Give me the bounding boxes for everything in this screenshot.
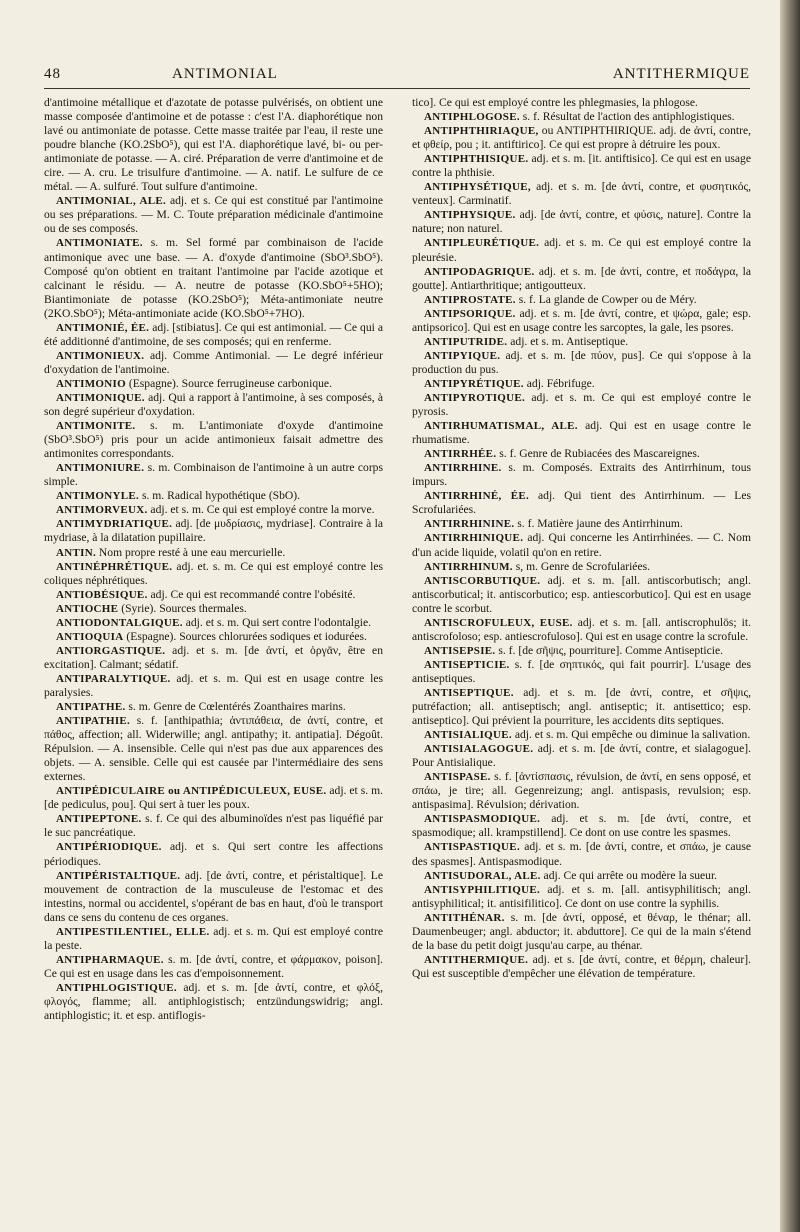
entry-headword: ANTISEPTICIE. [424,658,510,671]
entry-definition: adj. Ce qui arrête ou modère la sueur. [540,868,718,882]
dictionary-entry [44,630,383,644]
entry-headword: ANTIPHLOGISTIQUE. [56,981,177,994]
entry-definition: adj. Fébrifuge. [523,376,595,390]
dictionary-entry [44,616,383,630]
entry-definition: s. m. L'antimoniate d'oxyde d'antimoine (SbO³.SbO⁵) pris pour un acide antimonieux faisait admettre des antimonites correspondants. [44,419,383,461]
entry-definition: adj. et s. m. [all. antiscorbutisch; angl. antiscorbutical; it. antiscorbutico; esp. antiescorbutico]. Qui est en usage contre le scorbut. [412,573,751,615]
dictionary-entry [412,686,751,728]
entry-definition: adj. [stibiatus]. Ce qui est antimonial. — Ce qui a été additionné d'antimoine, de ses composés; qui en renferme. [44,320,383,348]
dictionary-entry [412,377,751,391]
entry-definition: adj. et s. m. [de ἀντί, contre, et ψώρα, gale; esp. antipsorico]. Qui est en usage contre les sarcoptes, la gale, les psores. [412,306,751,334]
entry-headword: ANTISCORBUTIQUE. [424,574,541,587]
entry-headword: ANTIOQUIA [56,630,124,643]
entry-headword: ANTIMYDRIATIQUE. [56,518,173,531]
dictionary-entry [412,307,751,335]
entry-definition: adj. et s. Qui sert contre les affections périodiques. [44,840,383,868]
left-column [44,96,383,1023]
entry-headword: ANTIPÉRIODIQUE. [56,841,162,854]
entry-definition: adj. et s. m. Ce qui est employé contre la pleurésie. [412,236,751,264]
entry-definition: adj. et s. m. Qui est en usage contre les paralysies. [44,671,383,699]
dictionary-entry [412,96,751,110]
dictionary-entry [44,714,383,784]
entry-definition: adj. et s. m. [de ἀντί, et ὀργᾶν, être en excitation]. Calmant; sédatif. [44,643,383,671]
dictionary-entry [412,293,751,307]
dictionary-entry [412,208,751,236]
dictionary-entry [44,700,383,714]
entry-definition: adj. et s. m. [de ἀντί, contre, et sialagogue]. Pour Antisialique. [412,742,751,770]
entry-definition: ou ANTIPHTHIRIQUE. adj. de ἀντί, contre, et φθείρ, pou ; it. antiftirico]. Ce qui est propre à détruire les poux. [412,124,751,152]
dictionary-entry [412,574,751,616]
dictionary-entry [412,517,751,531]
entry-definition: s. m. Genre de Cœlentérés Zoanthaires marins. [125,700,346,714]
entry-definition: s, m. Genre de Scrofulariées. [512,559,651,573]
dictionary-entry [412,236,751,264]
dictionary-entry [412,911,751,953]
dictionary-entry [412,461,751,489]
entry-definition: s. f. [anthipathia; ἀντιπάθεια, de ἀντί, contre, et πάθος, affection; all. Widerwille; angl. antipathy; it. antipatia]. Dégoût. Répulsion. — A. insensible. Celle qui n'est pas due aux apparences des objets. — A. sensible. Celle qui est causée par l'intermédiaire des sens externes. [44,714,383,784]
entry-headword: ANTIPYROTIQUE. [424,391,526,404]
dictionary-entry [44,869,383,925]
page-edge-shadow [780,0,800,1232]
entry-headword: ANTIRHUMATISMAL, ALE. [424,420,578,433]
entry-definition: adj. et s. m. [it. antiftisico]. Ce qui est en usage contre la phthisie. [412,152,751,180]
entry-definition: s. f. La glande de Cowper ou de Méry. [515,292,697,306]
dictionary-entry [412,770,751,812]
entry-headword: ANTISPASE. [424,771,491,784]
entry-headword: ANTIN. [56,546,96,559]
entry-definition: s. m. [de ἀντί, opposé, et θέναρ, le thénar; all. Daumenbeuger; angl. abductor; it. abduttore]. Ce qui de la main s'étend de la base du petit doigt jusqu'au carpe, au thénar. [412,910,751,952]
dictionary-entry [412,812,751,840]
dictionary-entry [44,602,383,616]
dictionary-entry [412,644,751,658]
entry-definition: s. m. [de ἀντί, contre, et φάρμακον, poison]. Ce qui est en usage dans les cas d'empoisonnement. [44,952,383,980]
dictionary-entry [412,869,751,883]
dictionary-entry [44,672,383,700]
entry-definition: adj. Qui a rapport à l'antimoine, à ses composés, à son degré supérieur d'oxydation. [44,390,383,419]
entry-headword: ANTISPASTIQUE. [424,841,520,854]
entry-headword: ANTISIALIQUE. [424,729,512,742]
dictionary-entry [44,517,383,545]
dictionary-entry [44,96,383,194]
dictionary-entry [44,489,383,503]
entry-definition: adj. [de μυδρίασις, mydriase]. Contraire à la mydriase, à la dilatation pupillaire. [44,517,383,545]
entry-definition: adj. et s. m. [all. antisyphilitisch; angl. antisyphilitical; it. antisifilitico]. Ce dont on use contre la syphilis. [412,882,751,910]
entry-headword: ANTIPSORIQUE. [424,307,516,320]
entry-headword: ANTIPHLOGOSE. [424,111,520,124]
dictionary-entry [412,728,751,742]
entry-definition: s. m. Sel formé par combinaison de l'acide antimonique avec une base. — A. d'oxyde d'antimoine (SbO³.SbO⁵). Composé qu'on obtient en traitant l'antimoine par l'acide azotique et calcinant le résidu. — A. neutre de potasse (KO.SbO⁵+5HO); Biantimoniate de potasse (KO.2SbO⁵); Méta-antimoniate neutre (2KO.SbO⁵); Méta-antimoniate acide (KO.SbO⁵+7HO). [44,236,383,320]
entry-definition: s. m. Combinaison de l'antimoine à un autre corps simple. [44,461,383,489]
entry-definition: s. f. Résultat de l'action des antiphlogistiques. [519,110,735,124]
entry-headword: ANTIPHYSIQUE. [424,209,516,222]
dictionary-entry [412,152,751,180]
entry-definition: adj. et s. m. Ce qui est employé contre la morve. [147,503,375,517]
entry-headword: ANTIPLEURÉTIQUE. [424,237,540,250]
entry-definition: adj. et s. m. [de ἀντί, contre, et σῆψις, putréfaction; all. antiseptisch; angl. antiseptic; it. antisettico; esp. antiseptico]. Qui prévient la pourriture, les accidents dits septiques. [412,685,751,728]
entry-definition: adj. et s. m. [de ἀντί, contre, et ποδάγρα, la goutte]. Antiarthritique; antigoutteux. [412,264,751,292]
entry-headword: ANTIRRHININE. [424,518,515,531]
entry-headword: ANTIPATHIE. [56,715,131,728]
dictionary-entry [412,335,751,349]
dictionary-entry [44,377,383,391]
dictionary-entry [44,784,383,812]
entry-headword: ANTIPYRÉTIQUE. [424,377,524,390]
entry-definition: s. m. Radical hypothétique (SbO). [139,489,301,503]
entry-headword: ANTIMONIEUX. [56,349,145,362]
dictionary-entry [44,503,383,517]
dictionary-entry [44,391,383,419]
entry-definition: s. f. [de σηπτικός, qui fait pourrir]. L'usage des antiseptiques. [412,657,751,685]
entry-definition: adj. [de ἀντί, contre, et φύσις, nature]. Contre la nature; non naturel. [412,208,751,236]
entry-headword: ANTIMORVEUX. [56,504,148,517]
entry-definition: adj. et s. [de ἀντί, contre, et θέρμη, chaleur]. Qui est susceptible d'empêcher une élévation de température. [412,952,751,980]
entry-definition: adj. Comme Antimonial. — Le degré inférieur d'oxydation de l'antimoine. [44,348,383,376]
dictionary-entry [44,419,383,461]
dictionary-entry [412,180,751,208]
entry-definition: s. f. Ce qui des albuminoïdes n'est pas liquéfié par le suc pancréatique. [44,812,383,840]
dictionary-entry [44,812,383,840]
entry-headword: ANTIORGASTIQUE. [56,644,166,657]
dictionary-entry [44,840,383,868]
entry-headword: ANTIPUTRIDE. [424,335,508,348]
dictionary-entry [412,110,751,124]
entry-definition: tico]. Ce qui est employé contre les phlegmasies, la phlogose. [412,96,698,109]
entry-definition: adj. Qui concerne les Antirrhinées. — C. Nom d'un acide liquide, volatil qu'on en retire. [412,531,751,559]
dictionary-entry [412,658,751,686]
entry-headword: ANTISEPSIE. [424,644,496,657]
entry-headword: ANTIODONTALGIQUE. [56,616,183,629]
entry-headword: ANTIMONIÉ, ÉE. [56,321,150,334]
entry-headword: ANTIRRHINIQUE. [424,532,524,545]
entry-headword: ANTISUDORAL, ALE. [424,869,541,882]
entry-definition: s. f. [de σῆψις, pourriture]. Comme Antisepticie. [495,643,724,657]
entry-definition: s. f. [ἀντίσπασις, révulsion, de ἀντί, en sens opposé, et σπάω, je tire; all. Gegenreizung; angl. antispasis, revulsion; esp. antispasima]. Révulsion; dérivation. [412,770,751,812]
entry-definition: s. f. Matière jaune des Antirrhinum. [514,517,683,531]
entry-headword: ANTIMONYLE. [56,490,140,503]
entry-headword: ANTIPESTILENTIEL, ELLE. [56,925,210,938]
dictionary-entry [44,560,383,588]
entry-headword: ANTITHÉNAR. [424,911,505,924]
entry-definition: adj. et s. m. [de ἀντί, contre, et φλόξ, φλογός, flamme; all. antiphlogistisch; entzündungswidrig; angl. antiphlogistic; it. et esp. antiflogis- [44,980,383,1023]
entry-headword: ANTIPYIQUE. [424,349,501,362]
entry-definition: adj. et s. m. [de ἀντί, contre, et φυσητικός, venteux]. Carminatif. [412,180,751,208]
dictionary-entry [44,981,383,1023]
entry-headword: ANTIOCHE [56,602,119,615]
left-running-title: ANTIMONIAL [172,66,278,82]
entry-definition: (Espagne). Source ferrugineuse carbonique. [125,376,332,390]
entry-definition: s. m. Composés. Extraits des Antirrhinum, tous impurs. [412,461,751,489]
header-rule [44,88,750,89]
entry-definition: adj. [de ἀντί, contre, et péristaltique]. Le mouvement de contraction de la musculeuse de l'estomac et des intestins, normal ou accidentel, s'opérant de bas en haut, d'où le transport dans ce sens du contenu de ces organes. [44,868,383,924]
entry-headword: ANTIPHTHIRIAQUE, [424,125,539,138]
dictionary-entry [412,531,751,559]
dictionary-entry [412,953,751,981]
entry-headword: ANTIMONIATE. [56,237,143,250]
dictionary-entry [412,883,751,911]
entry-headword: ANTINÉPHRÉTIQUE. [56,560,173,573]
entry-headword: ANTIMONIURE. [56,462,145,475]
right-column [412,96,751,981]
entry-headword: ANTIMONIAL, ALE. [56,195,167,208]
entry-headword: ANTIPÉRISTALTIQUE. [56,869,181,882]
dictionary-entry [412,419,751,447]
dictionary-entry [44,194,383,236]
entry-headword: ANTIOBÉSIQUE. [56,588,148,601]
entry-headword: ANTISCROFULEUX, EUSE. [424,616,573,629]
dictionary-entry [44,321,383,349]
entry-headword: ANTISYPHILITIQUE. [424,883,541,896]
dictionary-entry [412,349,751,377]
dictionary-entry [412,447,751,461]
dictionary-entry [44,588,383,602]
entry-definition: Nom propre resté à une eau mercurielle. [96,545,286,559]
entry-headword: ANTIPODAGRIQUE. [424,265,535,278]
entry-headword: ANTIMONITE. [56,420,136,433]
entry-headword: ANTIPHTHISIQUE. [424,153,529,166]
entry-headword: ANTIPHARMAQUE. [56,953,164,966]
dictionary-entry [44,236,383,320]
entry-headword: ANTIRRHINUM. [424,560,513,573]
entry-headword: ANTIPHYSÉTIQUE, [424,181,531,194]
dictionary-entry [412,124,751,152]
entry-headword: ANTIPEPTONE. [56,813,142,826]
dictionary-entry [412,265,751,293]
dictionary-entry [44,546,383,560]
dictionary-entry [412,489,751,517]
entry-definition: adj. et s. m. [de ἀντί, contre, et spasmodique; all. krampstillend]. Ce dont on use contre les spasmes. [412,812,751,840]
entry-definition: (Espagne). Sources chlorurées sodiques et iodurées. [123,629,367,643]
entry-definition: adj. et s. m. Qui empêche ou diminue la salivation. [511,728,751,742]
dictionary-entry [412,616,751,644]
entry-definition: d'antimoine métallique et d'azotate de potasse pulvérisés, on obtient une masse composée d'antimoine et de potasse : c'est l'A. diaphorétique non lavé ou antimoniate de potasse. Cette masse traitée par l'eau, il reste une poudre blanche (KO.2SbO⁵), qui est l'A. diaphorétique lavé, bi- ou per-antimoniate de potasse. — A. ciré. Préparation de verre d'antimoine et de cire. — A. cru. Le trisulfure d'antimoine. — A. natif. Le sulfure de ce métal. — A. sulfuré. Tout sulfure d'antimoine. [44,96,383,194]
entry-headword: ANTIRRHÉE. [424,448,497,461]
right-running-title: ANTITHERMIQUE [612,66,750,82]
running-header [44,66,750,88]
entry-headword: ANTITHERMIQUE. [424,953,529,966]
page-number: 48 [44,66,61,82]
entry-definition: adj. et s. m. Qui sert contre l'odontalgie. [182,615,372,629]
entry-definition: adj. et s. m. [all. antiscrophulös; it. antiscrofoloso; esp. antiescrofuloso]. Qui est en usage contre la scrofule. [412,615,752,643]
entry-definition: adj. et s. m. Ce qui est employé contre le pyrosis. [412,390,751,419]
entry-definition: adj. et s. m. Qui est employé contre la peste. [44,924,383,952]
entry-headword: ANTIPATHE. [56,701,126,714]
dictionary-entry [412,391,751,419]
dictionary-entry [44,953,383,981]
entry-headword: ANTIPÉDICULAIRE ou ANTIPÉDICULEUX, EUSE. [56,785,327,798]
entry-headword: ANTIRRHINÉ, ÉE. [424,490,530,503]
dictionary-entry [44,644,383,672]
entry-definition: adj. et s. m. [de ἀντί, contre, et σπάω, je cause des spasmes]. Antispasmodique. [412,840,751,868]
entry-headword: ANTISEPTIQUE. [424,686,514,699]
entry-definition: adj. et s. m. Antiseptique. [507,334,629,348]
entry-definition: adj. Qui est en usage contre le rhumatisme. [412,419,751,447]
entry-headword: ANTIPARALYTIQUE. [56,672,171,685]
entry-headword: ANTISIALAGOGUE. [424,743,534,756]
entry-definition: adj. et s. m. [de pediculus, pou]. Qui sert à tuer les poux. [44,784,383,812]
dictionary-entry [412,742,751,770]
dictionary-entry [44,461,383,489]
entry-definition: adj. et s. m. [de πύον, pus]. Ce qui s'oppose à la production du pus. [412,348,751,376]
entry-definition: s. f. Genre de Rubiacées des Mascareignes. [496,447,700,461]
entry-definition: (Syrie). Sources thermales. [118,601,247,615]
entry-headword: ANTIPROSTATE. [424,293,516,306]
entry-headword: ANTISPASMODIQUE. [424,813,541,826]
entry-headword: ANTIMONIO [56,377,126,390]
entry-definition: adj. et s. Ce qui est constitué par l'antimoine ou ses préparations. — M. C. Toute préparation médicinale d'antimoine ou de ses composés. [44,194,383,236]
entry-definition: adj. Qui tient des Antirrhinum. — Les Scrofulariées. [412,489,752,517]
dictionary-entry [44,349,383,377]
entry-headword: ANTIMONIQUE. [56,391,145,404]
dictionary-entry [44,925,383,953]
entry-definition: adj. et. s. m. Ce qui est employé contre les coliques néphrétiques. [44,559,383,587]
dictionary-entry [412,840,751,868]
entry-headword: ANTIRRHINE. [424,462,502,475]
entry-definition: adj. Ce qui est recommandé contre l'obésité. [147,587,356,601]
dictionary-entry [412,560,751,574]
